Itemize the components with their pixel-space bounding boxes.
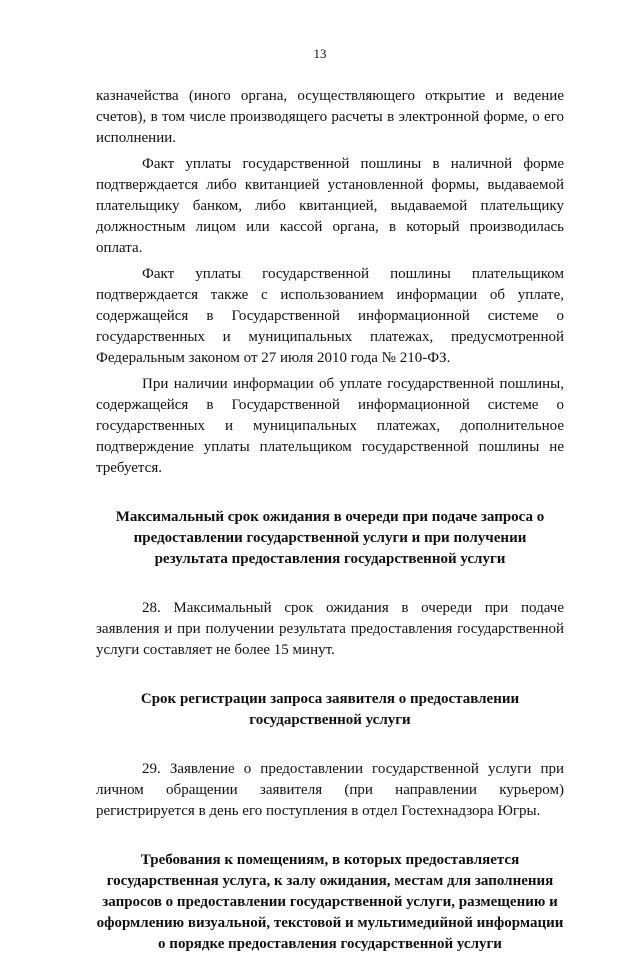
paragraph-cash-payment: Факт уплаты государственной пошлины в наличной форме подтверждается либо квитанцией установленной формы, выдаваемой плательщику банком, либо квитанцией, выдаваемой плательщику должностным лицом или кассой органа, в который производилась оплата. [96, 156, 564, 256]
section-heading-queue-time: Максимальный срок ожидания в очереди при подаче запроса о предоставлении государственной услуги и при получении результата предоставления государственной услуги [115, 509, 545, 567]
paragraph-item-28: 28. Максимальный срок ожидания в очереди при подаче заявления и при получении результата предоставления государственной услуги составляет не более 15 минут. [96, 600, 564, 658]
paragraph-treasury-continuation: казначейства (иного органа, осуществляющего открытие и ведение счетов), в том числе производящего расчеты в электронной форме, о его исполнении. [96, 88, 564, 146]
document-body [96, 86, 564, 955]
paragraph-gis-payment: Факт уплаты государственной пошлины плательщиком подтверждается также с использованием информации об уплате, содержащейся в Государственной информационной системе о государственных и муниципальных платежах, предусмотренной Федеральным законом от 27 июля 2010 года № 210-ФЗ. [96, 266, 564, 366]
section-heading-premises: Требования к помещениям, в которых предоставляется государственная услуга, к залу ожидания, местам для заполнения запросов о предоставлении государственной услуги, размещению и оформлению визуальной, текстовой и мультимедийной информации о порядке предоставления государственной услуги [96, 852, 564, 952]
section-heading-registration: Срок регистрации запроса заявителя о предоставлении государственной услуги [140, 691, 520, 728]
page-number: 13 [313, 46, 327, 61]
paragraph-item-29: 29. Заявление о предоставлении государственной услуги при личном обращении заявителя (при направлении курьером) регистрируется в день его поступления в отдел Гостехнадзора Югры. [96, 761, 564, 819]
paragraph-no-confirmation: При наличии информации об уплате государственной пошлины, содержащейся в Государственной информационной системе о государственных и муниципальных платежах, дополнительное подтверждение уплаты плательщиком государственной пошлины не требуется. [96, 376, 564, 476]
